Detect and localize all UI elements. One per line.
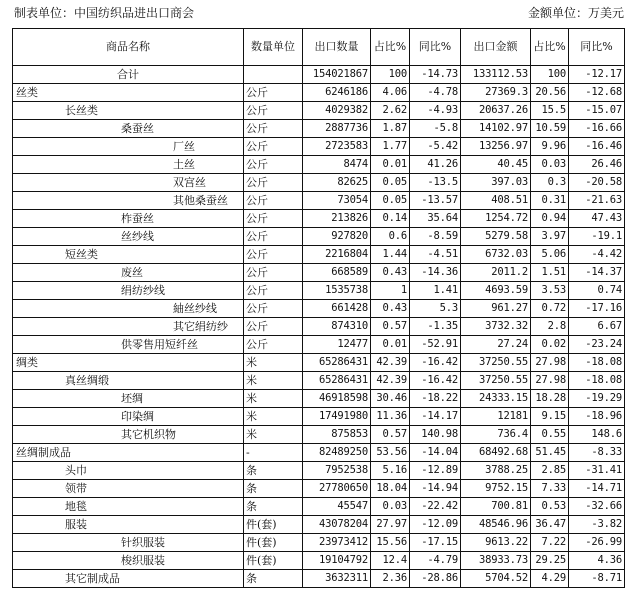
export-amount-cell: 6732.03 (461, 246, 531, 264)
amount-yoy-cell: 148.6 (569, 426, 625, 444)
amount-share-cell: 3.97 (531, 228, 569, 246)
export-amount-cell: 14102.97 (461, 120, 531, 138)
amount-yoy-cell: -3.82 (569, 516, 625, 534)
table-row (13, 552, 625, 570)
export-amount-cell: 2011.2 (461, 264, 531, 282)
table-row (13, 282, 625, 300)
export-amount-cell: 24333.15 (461, 390, 531, 408)
qty-share-cell: 1.77 (371, 138, 410, 156)
amount-share-cell: 3.53 (531, 282, 569, 300)
qty-yoy-cell: -5.42 (410, 138, 461, 156)
amount-yoy-cell: 4.36 (569, 552, 625, 570)
export-amount-cell: 5279.58 (461, 228, 531, 246)
amount-share-cell: 0.55 (531, 426, 569, 444)
amount-share-cell: 20.56 (531, 84, 569, 102)
product-name-cell: 合计 (13, 66, 244, 84)
export-amount-cell: 27369.3 (461, 84, 531, 102)
table-row (13, 336, 625, 354)
export-qty-cell: 12477 (303, 336, 371, 354)
table-row (13, 444, 625, 462)
qty-yoy-cell: -17.15 (410, 534, 461, 552)
qty-share-cell: 0.01 (371, 336, 410, 354)
col-header-amount-share: 占比% (531, 29, 569, 66)
amount-share-cell: 7.22 (531, 534, 569, 552)
qty-share-cell: 100 (371, 66, 410, 84)
qty-yoy-cell: -16.42 (410, 354, 461, 372)
table-row (13, 390, 625, 408)
export-statistics-table (12, 28, 625, 588)
product-name-cell: 桑蚕丝 (13, 120, 244, 138)
product-name-cell: 针织服装 (13, 534, 244, 552)
product-name-cell: 丝类 (13, 84, 244, 102)
amount-share-cell: 18.28 (531, 390, 569, 408)
product-name-cell: 其它制成品 (13, 570, 244, 588)
col-header-qty-yoy: 同比% (410, 29, 461, 66)
amount-yoy-cell: 47.43 (569, 210, 625, 228)
table-header-row (13, 29, 625, 66)
product-name-cell: 废丝 (13, 264, 244, 282)
col-header-export-amount: 出口金额 (461, 29, 531, 66)
amount-yoy-cell: -21.63 (569, 192, 625, 210)
amount-share-cell: 0.72 (531, 300, 569, 318)
amount-yoy-cell: -32.66 (569, 498, 625, 516)
qty-share-cell: 0.14 (371, 210, 410, 228)
amount-yoy-cell: -26.99 (569, 534, 625, 552)
table-row (13, 354, 625, 372)
unit-cell: 公斤 (244, 192, 303, 210)
product-name-cell: 地毯 (13, 498, 244, 516)
qty-yoy-cell: -4.79 (410, 552, 461, 570)
qty-share-cell: 0.05 (371, 174, 410, 192)
amount-share-cell: 27.98 (531, 354, 569, 372)
amount-share-cell: 36.47 (531, 516, 569, 534)
export-qty-cell: 668589 (303, 264, 371, 282)
qty-yoy-cell: 1.41 (410, 282, 461, 300)
amount-share-cell: 51.45 (531, 444, 569, 462)
currency-unit-label: 金额单位：万美元 (527, 6, 624, 20)
table-row (13, 120, 625, 138)
qty-share-cell: 1.87 (371, 120, 410, 138)
qty-yoy-cell: 35.64 (410, 210, 461, 228)
amount-yoy-cell: 6.67 (569, 318, 625, 336)
export-amount-cell: 961.27 (461, 300, 531, 318)
table-row (13, 480, 625, 498)
qty-share-cell: 0.57 (371, 318, 410, 336)
product-name-cell: 短丝类 (13, 246, 244, 264)
export-amount-cell: 20637.26 (461, 102, 531, 120)
product-name-cell: 印染绸 (13, 408, 244, 426)
qty-yoy-cell: -4.78 (410, 84, 461, 102)
export-qty-cell: 65286431 (303, 354, 371, 372)
unit-cell: 公斤 (244, 228, 303, 246)
export-qty-cell: 82489250 (303, 444, 371, 462)
amount-yoy-cell: 0.74 (569, 282, 625, 300)
product-name-cell: 头巾 (13, 462, 244, 480)
qty-share-cell: 0.6 (371, 228, 410, 246)
table-row (13, 516, 625, 534)
table-row (13, 228, 625, 246)
export-amount-cell: 4693.59 (461, 282, 531, 300)
export-qty-cell: 19104792 (303, 552, 371, 570)
export-qty-cell: 82625 (303, 174, 371, 192)
export-amount-cell: 397.03 (461, 174, 531, 192)
qty-share-cell: 1 (371, 282, 410, 300)
amount-yoy-cell: -12.68 (569, 84, 625, 102)
product-name-cell: 领带 (13, 480, 244, 498)
qty-yoy-cell: -14.94 (410, 480, 461, 498)
qty-share-cell: 0.05 (371, 192, 410, 210)
qty-yoy-cell: 41.26 (410, 156, 461, 174)
export-qty-cell: 46918598 (303, 390, 371, 408)
amount-share-cell: 0.3 (531, 174, 569, 192)
table-row (13, 570, 625, 588)
amount-yoy-cell: -16.46 (569, 138, 625, 156)
qty-yoy-cell: -14.73 (410, 66, 461, 84)
qty-yoy-cell: -12.89 (410, 462, 461, 480)
export-qty-cell: 65286431 (303, 372, 371, 390)
export-amount-cell: 700.81 (461, 498, 531, 516)
amount-yoy-cell: -14.71 (569, 480, 625, 498)
product-name-cell: 柞蚕丝 (13, 210, 244, 228)
table-row (13, 372, 625, 390)
table-row (13, 408, 625, 426)
unit-cell: 件(套) (244, 552, 303, 570)
product-name-cell: 双宫丝 (13, 174, 244, 192)
export-amount-cell: 12181 (461, 408, 531, 426)
qty-yoy-cell: -14.17 (410, 408, 461, 426)
amount-yoy-cell: -16.66 (569, 120, 625, 138)
table-row (13, 84, 625, 102)
unit-cell: 米 (244, 408, 303, 426)
export-amount-cell: 27.24 (461, 336, 531, 354)
export-qty-cell: 154021867 (303, 66, 371, 84)
product-name-cell: 梭织服装 (13, 552, 244, 570)
amount-yoy-cell: -31.41 (569, 462, 625, 480)
amount-yoy-cell: -17.16 (569, 300, 625, 318)
amount-share-cell: 5.06 (531, 246, 569, 264)
export-amount-cell: 9613.22 (461, 534, 531, 552)
table-row (13, 210, 625, 228)
export-qty-cell: 8474 (303, 156, 371, 174)
product-name-cell: 其它机织物 (13, 426, 244, 444)
amount-share-cell: 2.85 (531, 462, 569, 480)
table-row (13, 174, 625, 192)
product-name-cell: 土丝 (13, 156, 244, 174)
product-name-cell: 紬丝纱线 (13, 300, 244, 318)
product-name-cell: 真丝绸缎 (13, 372, 244, 390)
product-name-cell: 丝纱线 (13, 228, 244, 246)
unit-cell: 米 (244, 390, 303, 408)
amount-yoy-cell: -19.29 (569, 390, 625, 408)
amount-yoy-cell: -14.37 (569, 264, 625, 282)
col-header-qty-share: 占比% (371, 29, 410, 66)
export-amount-cell: 48546.96 (461, 516, 531, 534)
qty-yoy-cell: -5.8 (410, 120, 461, 138)
amount-yoy-cell: -12.17 (569, 66, 625, 84)
qty-yoy-cell: -4.51 (410, 246, 461, 264)
unit-cell: 公斤 (244, 336, 303, 354)
col-header-product-name: 商品名称 (13, 29, 244, 66)
export-qty-cell: 2723583 (303, 138, 371, 156)
unit-cell (244, 66, 303, 84)
export-qty-cell: 7952538 (303, 462, 371, 480)
product-name-cell: 其它绢纺纱 (13, 318, 244, 336)
export-amount-cell: 736.4 (461, 426, 531, 444)
table-row (13, 246, 625, 264)
amount-yoy-cell: -20.58 (569, 174, 625, 192)
export-amount-cell: 37250.55 (461, 354, 531, 372)
table-row (13, 192, 625, 210)
export-amount-cell: 40.45 (461, 156, 531, 174)
qty-share-cell: 0.01 (371, 156, 410, 174)
qty-share-cell: 5.16 (371, 462, 410, 480)
table-row (13, 138, 625, 156)
export-qty-cell: 73054 (303, 192, 371, 210)
qty-share-cell: 30.46 (371, 390, 410, 408)
table-row (13, 318, 625, 336)
product-name-cell: 坯绸 (13, 390, 244, 408)
unit-cell: 条 (244, 498, 303, 516)
export-qty-cell: 927820 (303, 228, 371, 246)
table-row (13, 300, 625, 318)
qty-share-cell: 18.04 (371, 480, 410, 498)
unit-cell: 件(套) (244, 534, 303, 552)
amount-yoy-cell: -19.1 (569, 228, 625, 246)
qty-yoy-cell: -13.5 (410, 174, 461, 192)
qty-yoy-cell: -16.42 (410, 372, 461, 390)
qty-yoy-cell: 140.98 (410, 426, 461, 444)
amount-yoy-cell: -18.96 (569, 408, 625, 426)
qty-share-cell: 53.56 (371, 444, 410, 462)
qty-share-cell: 42.39 (371, 354, 410, 372)
qty-yoy-cell: -8.59 (410, 228, 461, 246)
unit-cell: 公斤 (244, 282, 303, 300)
product-name-cell: 供零售用短纤丝 (13, 336, 244, 354)
export-qty-cell: 661428 (303, 300, 371, 318)
unit-cell: 米 (244, 426, 303, 444)
export-qty-cell: 2216804 (303, 246, 371, 264)
qty-yoy-cell: -28.86 (410, 570, 461, 588)
amount-share-cell: 100 (531, 66, 569, 84)
unit-cell: 公斤 (244, 120, 303, 138)
amount-share-cell: 10.59 (531, 120, 569, 138)
amount-yoy-cell: -18.08 (569, 354, 625, 372)
amount-yoy-cell: -18.08 (569, 372, 625, 390)
qty-share-cell: 12.4 (371, 552, 410, 570)
export-qty-cell: 874310 (303, 318, 371, 336)
amount-share-cell: 0.31 (531, 192, 569, 210)
qty-share-cell: 42.39 (371, 372, 410, 390)
qty-yoy-cell: -14.36 (410, 264, 461, 282)
qty-yoy-cell: -22.42 (410, 498, 461, 516)
unit-cell: 公斤 (244, 156, 303, 174)
product-name-cell: 长丝类 (13, 102, 244, 120)
unit-cell: 公斤 (244, 318, 303, 336)
qty-share-cell: 0.43 (371, 264, 410, 282)
col-header-amount-yoy: 同比% (569, 29, 625, 66)
export-qty-cell: 17491980 (303, 408, 371, 426)
export-amount-cell: 1254.72 (461, 210, 531, 228)
qty-share-cell: 4.06 (371, 84, 410, 102)
product-name-cell: 绢纺纱线 (13, 282, 244, 300)
amount-share-cell: 9.96 (531, 138, 569, 156)
export-amount-cell: 3788.25 (461, 462, 531, 480)
table-row (13, 534, 625, 552)
export-qty-cell: 875853 (303, 426, 371, 444)
export-qty-cell: 1535738 (303, 282, 371, 300)
amount-share-cell: 29.25 (531, 552, 569, 570)
export-qty-cell: 43078204 (303, 516, 371, 534)
export-amount-cell: 408.51 (461, 192, 531, 210)
qty-yoy-cell: -52.91 (410, 336, 461, 354)
export-amount-cell: 133112.53 (461, 66, 531, 84)
export-qty-cell: 27780650 (303, 480, 371, 498)
issuer-label: 制表单位：中国纺织品进出口商会 (14, 6, 195, 20)
qty-yoy-cell: 5.3 (410, 300, 461, 318)
table-row (13, 498, 625, 516)
unit-cell: 条 (244, 570, 303, 588)
unit-cell: 条 (244, 480, 303, 498)
export-amount-cell: 37250.55 (461, 372, 531, 390)
unit-cell: 公斤 (244, 300, 303, 318)
qty-yoy-cell: -12.09 (410, 516, 461, 534)
qty-yoy-cell: -13.57 (410, 192, 461, 210)
amount-share-cell: 27.98 (531, 372, 569, 390)
amount-yoy-cell: -4.42 (569, 246, 625, 264)
amount-yoy-cell: 26.46 (569, 156, 625, 174)
export-qty-cell: 45547 (303, 498, 371, 516)
export-qty-cell: 6246186 (303, 84, 371, 102)
unit-cell: - (244, 444, 303, 462)
qty-share-cell: 11.36 (371, 408, 410, 426)
amount-share-cell: 7.33 (531, 480, 569, 498)
qty-share-cell: 2.62 (371, 102, 410, 120)
qty-share-cell: 0.43 (371, 300, 410, 318)
export-amount-cell: 9752.15 (461, 480, 531, 498)
amount-yoy-cell: -15.07 (569, 102, 625, 120)
export-qty-cell: 23973412 (303, 534, 371, 552)
unit-cell: 公斤 (244, 174, 303, 192)
table-row (13, 156, 625, 174)
amount-share-cell: 1.51 (531, 264, 569, 282)
export-qty-cell: 3632311 (303, 570, 371, 588)
amount-share-cell: 0.53 (531, 498, 569, 516)
export-amount-cell: 3732.32 (461, 318, 531, 336)
unit-cell: 公斤 (244, 102, 303, 120)
amount-yoy-cell: -8.33 (569, 444, 625, 462)
qty-share-cell: 27.97 (371, 516, 410, 534)
export-qty-cell: 213826 (303, 210, 371, 228)
product-name-cell: 服装 (13, 516, 244, 534)
amount-yoy-cell: -23.24 (569, 336, 625, 354)
qty-yoy-cell: -4.93 (410, 102, 461, 120)
col-header-export-qty: 出口数量 (303, 29, 371, 66)
amount-share-cell: 15.5 (531, 102, 569, 120)
qty-share-cell: 0.03 (371, 498, 410, 516)
product-name-cell: 其他桑蚕丝 (13, 192, 244, 210)
unit-cell: 公斤 (244, 138, 303, 156)
export-amount-cell: 68492.68 (461, 444, 531, 462)
unit-cell: 公斤 (244, 264, 303, 282)
qty-yoy-cell: -1.35 (410, 318, 461, 336)
export-amount-cell: 13256.97 (461, 138, 531, 156)
qty-share-cell: 1.44 (371, 246, 410, 264)
unit-cell: 米 (244, 372, 303, 390)
export-amount-cell: 5704.52 (461, 570, 531, 588)
amount-share-cell: 0.94 (531, 210, 569, 228)
unit-cell: 公斤 (244, 210, 303, 228)
table-row (13, 462, 625, 480)
unit-cell: 公斤 (244, 84, 303, 102)
col-header-unit: 数量单位 (244, 29, 303, 66)
unit-cell: 公斤 (244, 246, 303, 264)
table-row (13, 426, 625, 444)
qty-yoy-cell: -14.04 (410, 444, 461, 462)
unit-cell: 条 (244, 462, 303, 480)
product-name-cell: 丝绸制成品 (13, 444, 244, 462)
amount-share-cell: 2.8 (531, 318, 569, 336)
qty-yoy-cell: -18.22 (410, 390, 461, 408)
table-total-row (13, 66, 625, 84)
export-qty-cell: 4029382 (303, 102, 371, 120)
unit-cell: 米 (244, 354, 303, 372)
amount-share-cell: 0.02 (531, 336, 569, 354)
amount-yoy-cell: -8.71 (569, 570, 625, 588)
qty-share-cell: 0.57 (371, 426, 410, 444)
qty-share-cell: 15.56 (371, 534, 410, 552)
export-qty-cell: 2887736 (303, 120, 371, 138)
amount-share-cell: 4.29 (531, 570, 569, 588)
product-name-cell: 厂丝 (13, 138, 244, 156)
amount-share-cell: 0.03 (531, 156, 569, 174)
table-row (13, 264, 625, 282)
export-amount-cell: 38933.73 (461, 552, 531, 570)
unit-cell: 件(套) (244, 516, 303, 534)
qty-share-cell: 2.36 (371, 570, 410, 588)
product-name-cell: 绸类 (13, 354, 244, 372)
table-row (13, 102, 625, 120)
amount-share-cell: 9.15 (531, 408, 569, 426)
